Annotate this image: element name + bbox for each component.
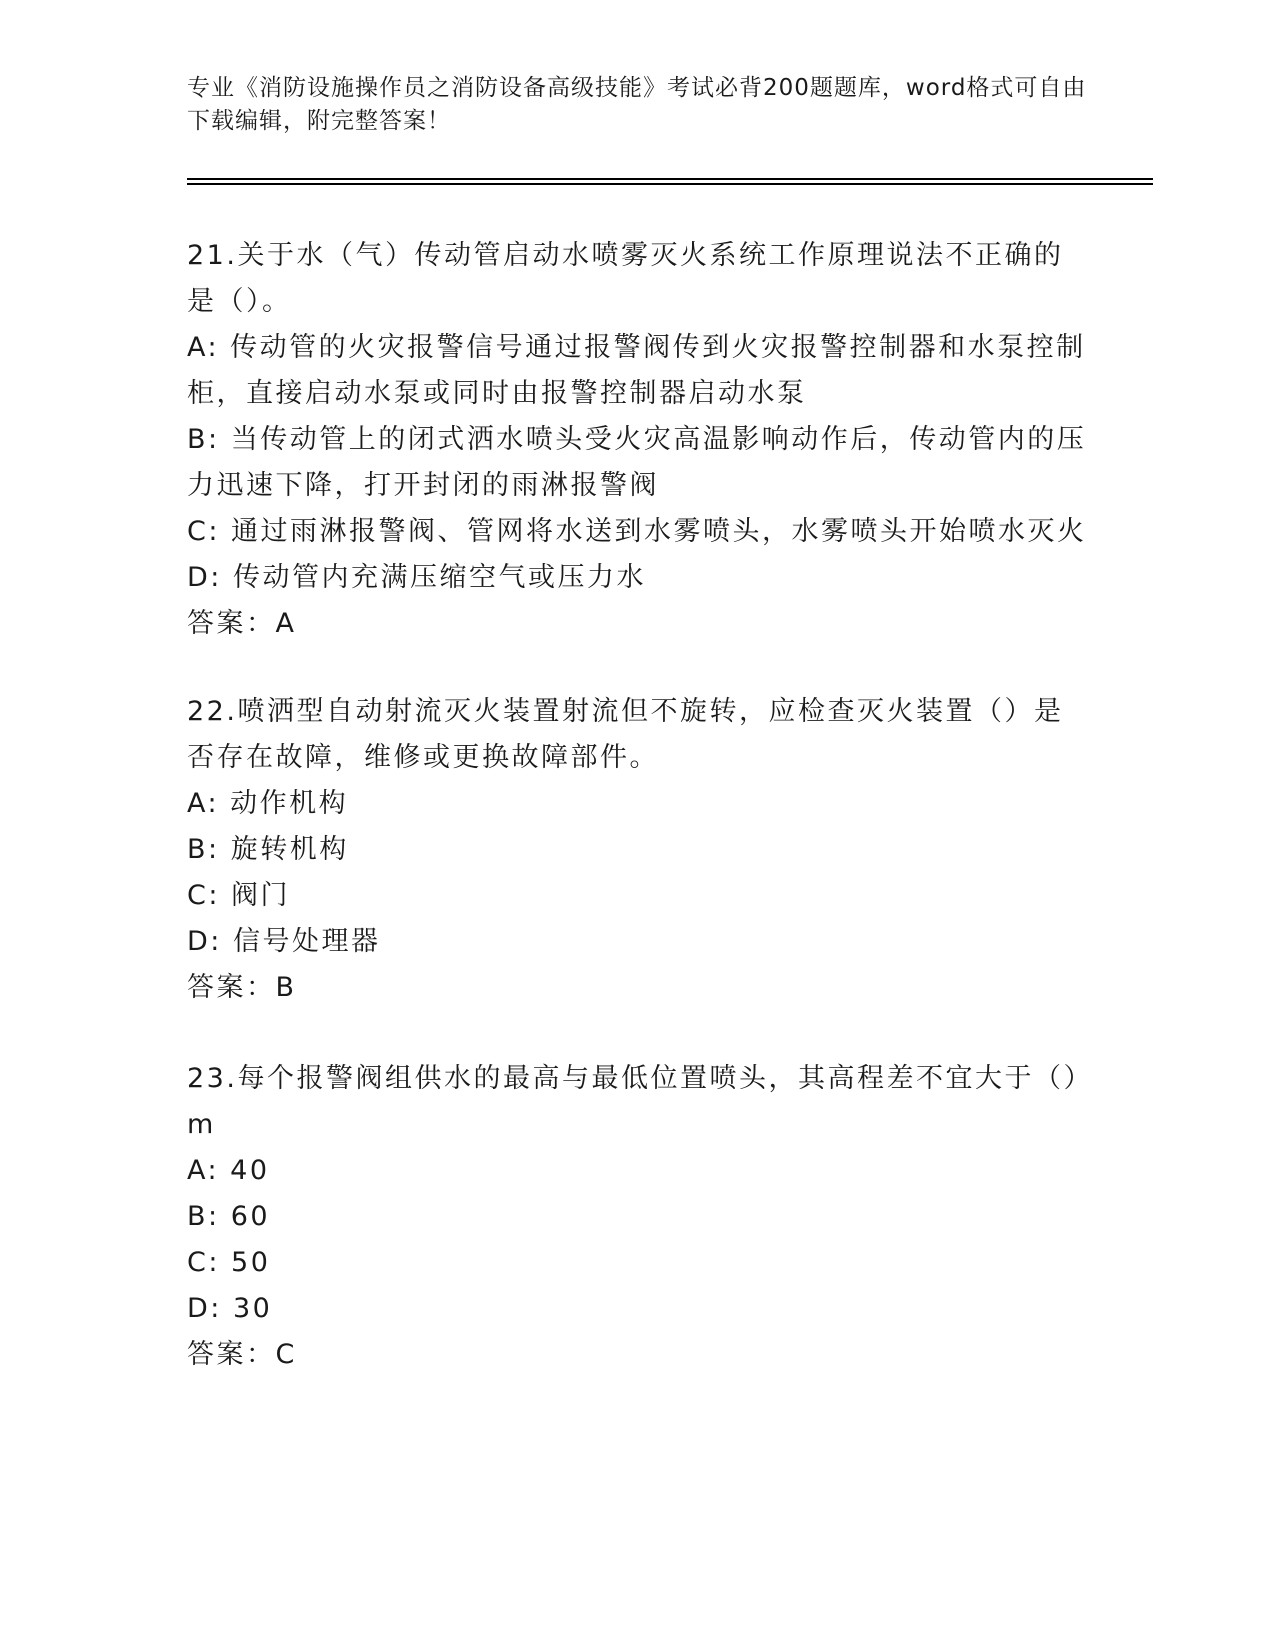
header-divider-bottom xyxy=(187,183,1153,185)
option-b: B: 当传动管上的闭式洒水喷头受火灾高温影响动作后，传动管内的压力迅速下降，打开封闭的雨淋报警阀 xyxy=(187,424,1087,501)
option-d: D: 信号处理器 xyxy=(187,926,381,957)
question-stem: 22.喷洒型自动射流灭火装置射流但不旋转，应检查灭火装置（）是否存在故障，维修或更换故障部件。 xyxy=(187,696,1064,773)
option-d: D: 传动管内充满压缩空气或压力水 xyxy=(187,562,646,593)
option-c: C: 阀门 xyxy=(187,880,291,911)
document-header: 专业《消防设施操作员之消防设备高级技能》考试必背200题题库，word格式可自由下载编辑，附完整答案！ xyxy=(187,75,1087,134)
option-b: B: 旋转机构 xyxy=(187,834,349,865)
answer: 答案：A xyxy=(187,608,297,639)
question-21 xyxy=(187,233,1087,647)
option-c: C: 通过雨淋报警阀、管网将水送到水雾喷头，水雾喷头开始喷水灭火 xyxy=(187,516,1087,547)
option-c: C: 50 xyxy=(187,1247,271,1278)
option-b: B: 60 xyxy=(187,1201,271,1232)
option-a: A: 传动管的火灾报警信号通过报警阀传到火灾报警控制器和水泵控制柜，直接启动水泵或同时由报警控制器启动水泵 xyxy=(187,332,1086,409)
answer: 答案：B xyxy=(187,972,297,1003)
question-23 xyxy=(187,1056,1087,1378)
question-22 xyxy=(187,689,1087,1011)
question-stem: 21.关于水（气）传动管启动水喷雾灭火系统工作原理说法不正确的是（）。 xyxy=(187,240,1064,317)
question-stem: 23.每个报警阀组供水的最高与最低位置喷头，其高程差不宜大于（）m xyxy=(187,1063,1080,1140)
option-d: D: 30 xyxy=(187,1293,273,1324)
answer: 答案：C xyxy=(187,1339,297,1370)
header-divider-top xyxy=(187,178,1153,180)
option-a: A: 40 xyxy=(187,1155,270,1186)
option-a: A: 动作机构 xyxy=(187,788,349,819)
